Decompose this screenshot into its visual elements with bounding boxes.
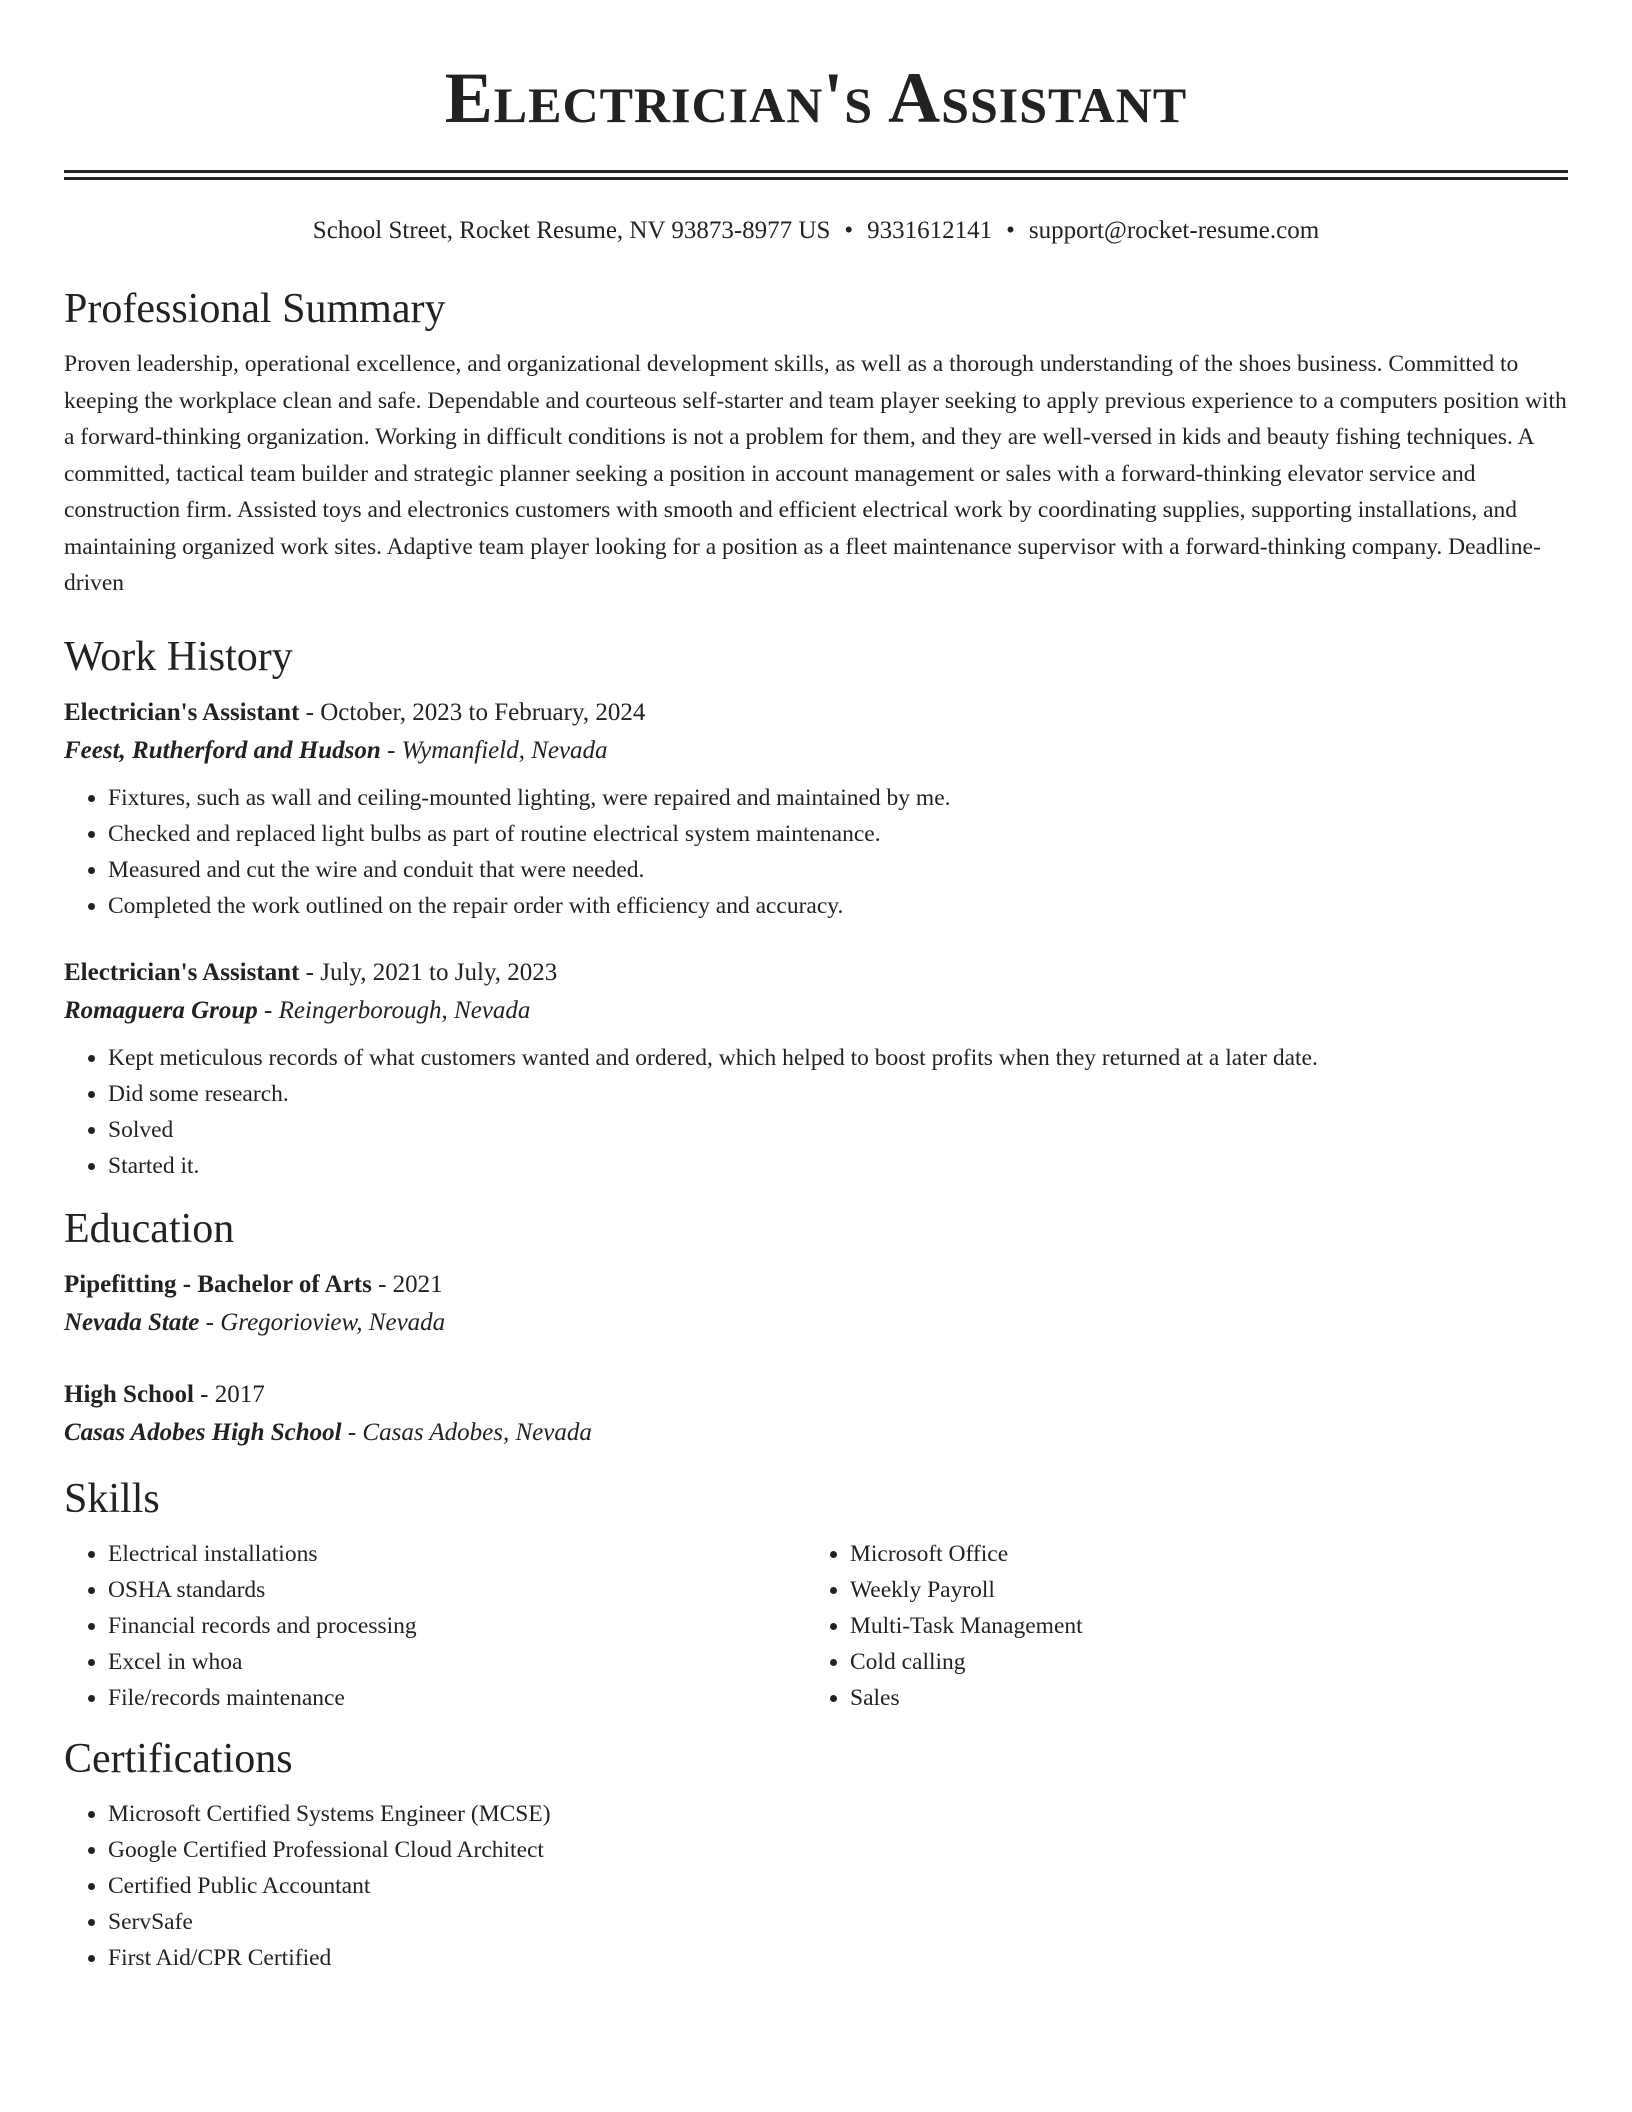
skills-column-right: [806, 1524, 1548, 1716]
job-entry: [64, 954, 1568, 1184]
certification-item: • Certified Public Accountant: [108, 1868, 1568, 1904]
job-company-line: [64, 992, 1568, 1030]
skills-heading: Skills: [64, 1475, 160, 1522]
education-heading: Education: [64, 1205, 235, 1252]
job-bullet: • Did some research.: [108, 1076, 1568, 1112]
certification-item: • First Aid/CPR Certified: [108, 1940, 1568, 1976]
education-entry: [64, 1376, 1568, 1452]
work-history-section: [64, 632, 1568, 1184]
education-degree-line: [64, 1376, 1568, 1414]
job-bullet: • Checked and replaced light bulbs as part of routine electrical system maintenance.: [108, 816, 1568, 852]
certification-item: • Microsoft Certified Systems Engineer (MCSE): [108, 1796, 1568, 1832]
certifications-section: [64, 1734, 1568, 1976]
job-company-line: [64, 732, 1568, 770]
education-degree-line: [64, 1266, 1568, 1304]
certifications-heading: Certifications: [64, 1735, 293, 1782]
education-location: - Gregorioview, Nevada: [199, 1308, 446, 1336]
education-school-line: [64, 1414, 1568, 1452]
skills-list: [806, 1536, 1548, 1716]
skill-item: • Microsoft Office: [850, 1536, 1548, 1572]
contact-address: School Street, Rocket Resume, NV 93873-8977 US: [312, 217, 831, 244]
contact-email: support@rocket-resume.com: [1028, 217, 1320, 244]
contact-separator: •: [844, 217, 854, 244]
job-location: - Wymanfield, Nevada: [380, 736, 608, 764]
contact-phone: 9331612141: [867, 217, 993, 244]
skill-item: • File/records maintenance: [108, 1680, 806, 1716]
job-title-line: [64, 954, 1568, 992]
job-bullet: • Measured and cut the wire and conduit that were needed.: [108, 852, 1568, 888]
education-year: - 2021: [371, 1270, 443, 1298]
education-school: Casas Adobes High School: [64, 1418, 342, 1446]
certification-item: • Google Certified Professional Cloud Architect: [108, 1832, 1568, 1868]
education-section: [64, 1204, 1568, 1452]
header-double-rule: [64, 170, 1568, 180]
skill-item: • Weekly Payroll: [850, 1572, 1548, 1608]
certifications-list: [64, 1796, 1568, 1976]
skill-item: • Financial records and processing: [108, 1608, 806, 1644]
job-bullet: • Fixtures, such as wall and ceiling-mounted lighting, were repaired and maintained by me.: [108, 780, 1568, 816]
contact-separator: •: [1006, 217, 1015, 244]
job-bullets: [64, 780, 1568, 924]
summary-section: [64, 284, 1568, 602]
skills-column-left: [64, 1524, 806, 1716]
education-entry: [64, 1266, 1568, 1342]
job-title: Electrician's Assistant: [64, 958, 300, 986]
candidate-name: Electrician's Assistant: [444, 58, 1188, 138]
job-dates: - October, 2023 to February, 2024: [299, 698, 646, 726]
contact-line: [64, 214, 1568, 248]
resume-page: [64, 0, 1568, 1976]
summary-text: Proven leadership, operational excellence, and organizational development skills, as well as a thorough understanding of the shoes business. Committed to keeping the workplace clean and safe. Dependable and courteous self-starter and team player seeking to apply previous experience to a computers position with a forward-thinking organization. Working in difficult conditions is not a problem for them, and they are well-versed in kids and beauty fishing techniques. A committed, tactical team builder and strategic planner seeking a position in account management or sales with a forward-thinking elevator service and construction firm. Assisted toys and electronics customers with smooth and efficient electrical work by coordinating supplies, supporting installations, and maintaining organized work sites. Adaptive team player looking for a position as a fleet maintenance supervisor with a forward-thinking company. Deadline-driven: [64, 351, 1567, 596]
education-location: - Casas Adobes, Nevada: [341, 1418, 592, 1446]
job-company: Feest, Rutherford and Hudson: [64, 736, 381, 764]
job-bullets: [64, 1040, 1568, 1184]
skills-list: [64, 1536, 806, 1716]
education-year: - 2017: [193, 1380, 265, 1408]
summary-heading: Professional Summary: [64, 286, 446, 332]
job-bullet: • Completed the work outlined on the repair order with efficiency and accuracy.: [108, 888, 1568, 924]
skills-grid: [64, 1524, 1568, 1716]
certification-item: • ServSafe: [108, 1904, 1568, 1940]
work-history-heading: Work History: [64, 633, 293, 680]
education-school: Nevada State: [64, 1308, 200, 1336]
job-bullet: • Started it.: [108, 1148, 1568, 1184]
job-entry: [64, 694, 1568, 924]
skill-item: • Sales: [850, 1680, 1548, 1716]
skill-item: • OSHA standards: [108, 1572, 806, 1608]
education-school-line: [64, 1304, 1568, 1342]
skill-item: • Multi-Task Management: [850, 1608, 1548, 1644]
job-bullet: • Solved: [108, 1112, 1568, 1148]
education-degree: Pipefitting - Bachelor of Arts: [64, 1270, 372, 1298]
job-dates: - July, 2021 to July, 2023: [299, 958, 558, 986]
job-title: Electrician's Assistant: [64, 698, 300, 726]
job-bullet: • Kept meticulous records of what customers wanted and ordered, which helped to boost profits when they returned at a later date.: [108, 1040, 1568, 1076]
education-degree: High School: [64, 1380, 194, 1408]
skill-item: • Cold calling: [850, 1644, 1548, 1680]
job-location: - Reingerborough, Nevada: [257, 996, 531, 1024]
job-title-line: [64, 694, 1568, 732]
job-company: Romaguera Group: [64, 996, 258, 1024]
skill-item: • Electrical installations: [108, 1536, 806, 1572]
skills-section: [64, 1474, 1568, 1716]
skill-item: • Excel in whoa: [108, 1644, 806, 1680]
